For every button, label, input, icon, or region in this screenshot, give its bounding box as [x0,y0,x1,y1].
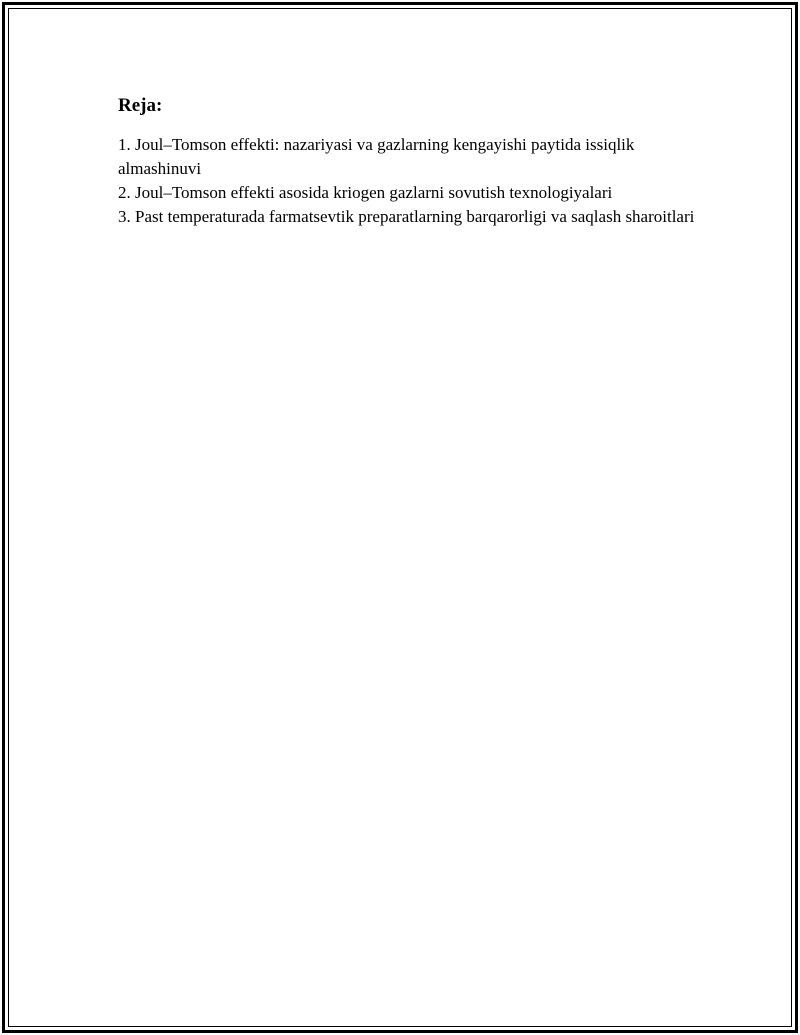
plan-heading: Reja: [118,95,163,116]
plan-list [118,133,698,229]
plan-item-3: 3. Past temperaturada farmatsevtik preparatlarning barqarorligi va saqlash sharoitlari [118,207,695,226]
plan-item-1: 1. Joul–Tomson effekti: nazariyasi va gazlarning kengayishi paytida issiqlik almashinuvi [118,135,635,178]
page-content [118,94,698,229]
plan-item-2: 2. Joul–Tomson effekti asosida kriogen gazlarni sovutish texnologiyalari [118,183,613,202]
